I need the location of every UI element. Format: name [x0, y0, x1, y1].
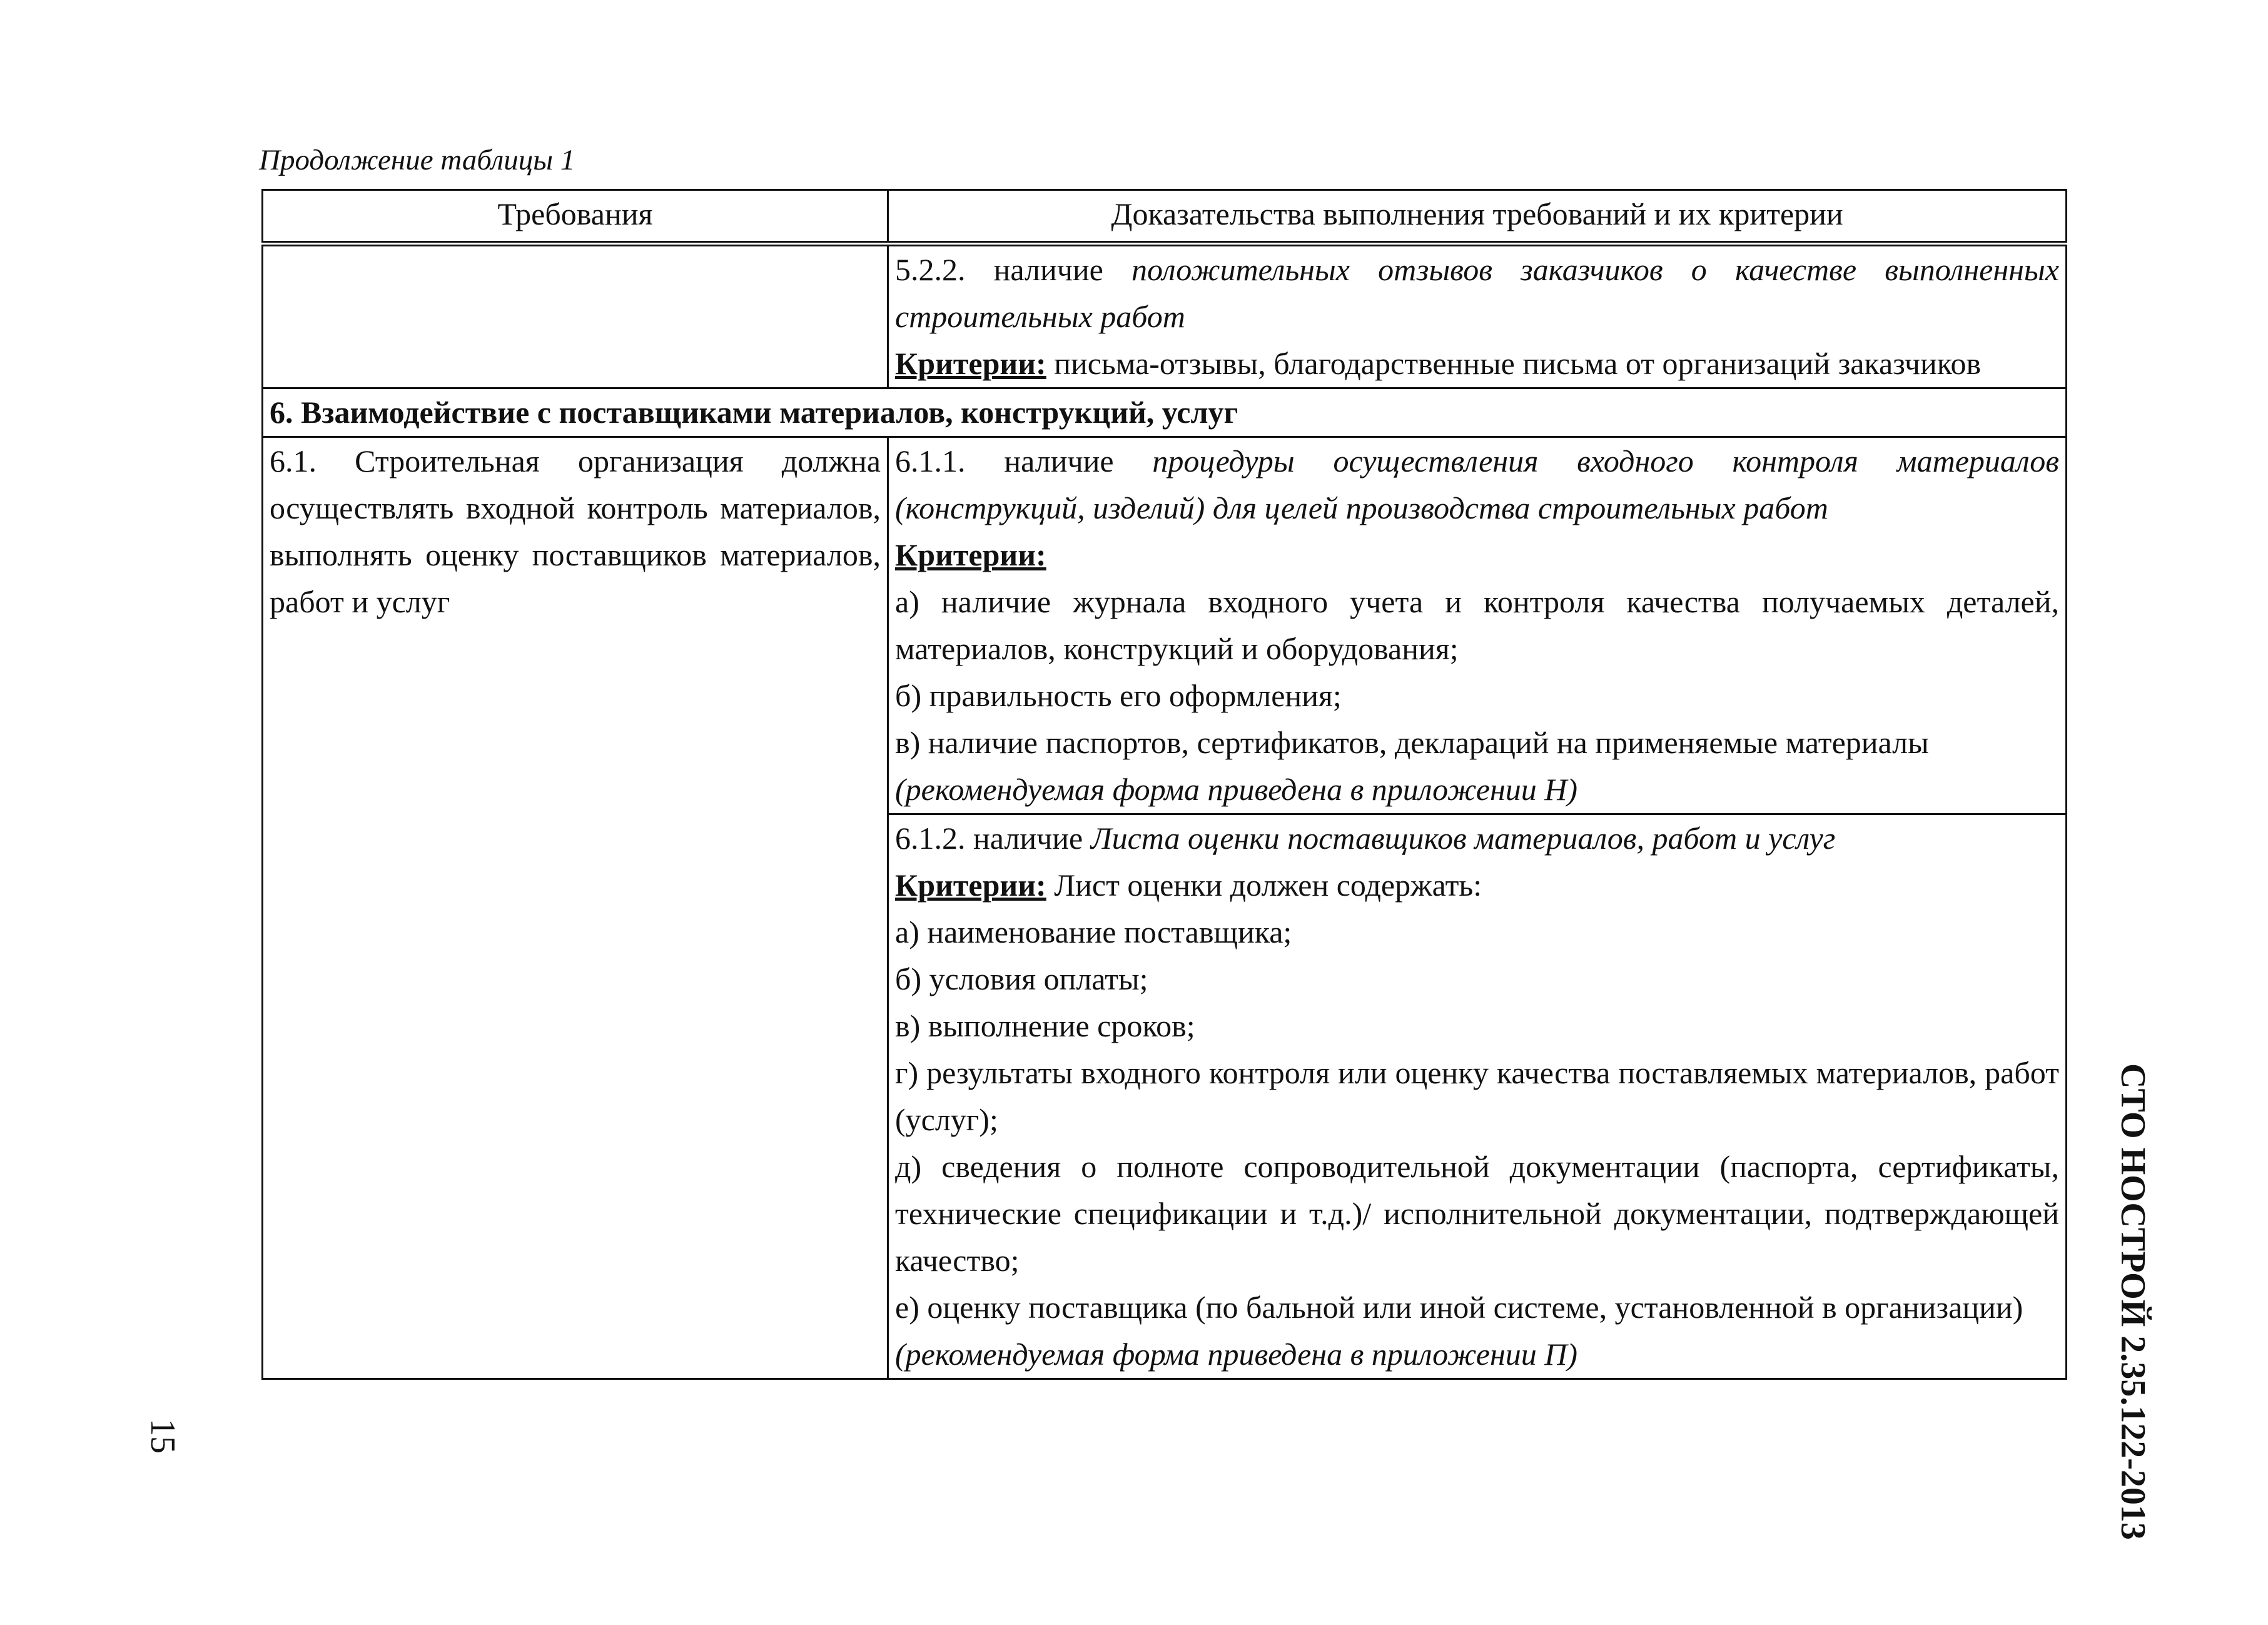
list-item: е) оценку поставщика (по бальной или иной системе, установленной в организации) — [895, 1290, 2023, 1325]
evidence-612-note: (рекомендуемая форма приведена в приложении П) — [895, 1337, 1578, 1372]
evidence-611-note: (рекомендуемая форма приведена в приложении Н) — [895, 772, 1578, 807]
evidence-612-title — [895, 815, 2059, 862]
list-item: а) наименование поставщика; — [895, 914, 1292, 949]
requirement-6-1: 6.1. Строительная организация должна осуществлять входной контроль материалов, выполнять оценку поставщиков материалов, работ и услуг — [263, 437, 888, 1379]
list-item: в) выполнение сроков; — [895, 1008, 1195, 1043]
evidence-611-prefix: 6.1.1. наличие — [895, 443, 1153, 478]
evidence-522-title — [895, 246, 2059, 340]
cell-empty-requirement — [263, 244, 888, 388]
evidence-612-criteria — [895, 862, 2059, 909]
evidence-612-prefix: 6.1.2. наличие — [895, 821, 1091, 856]
list-item: б) правильность его оформления; — [895, 678, 1342, 713]
requirements-table — [261, 189, 2067, 1380]
evidence-522-criteria — [895, 340, 2059, 387]
section-row — [263, 388, 2067, 437]
table-row — [263, 437, 2067, 814]
cell-evidence-611 — [888, 437, 2067, 814]
evidence-522-prefix: 5.2.2. наличие — [895, 252, 1132, 287]
cell-evidence-612 — [888, 814, 2067, 1379]
table-row — [263, 244, 2067, 388]
list-item: а) наличие журнала входного учета и контроля качества получаемых деталей, материалов, конструкций и оборудования; — [895, 584, 2059, 666]
list-item: д) сведения о полноте сопроводительной документации (паспорта, сертификаты, технические спецификации и т.д.)/ исполнительной документации, подтверждающей качество; — [895, 1149, 2059, 1278]
header-requirements: Требования — [263, 190, 888, 244]
criteria-label: Критерии: — [895, 346, 1046, 381]
list-item: в) наличие паспортов, сертификатов, деклараций на применяемые материалы — [895, 725, 1929, 760]
evidence-612-italic: Листа оценки поставщиков материалов, работ и услуг — [1090, 821, 1836, 856]
evidence-611-title — [895, 438, 2059, 532]
standard-code: СТО НОСТРОЙ 2.35.122-2013 — [2114, 1063, 2152, 1540]
list-item: б) условия оплаты; — [895, 961, 1148, 996]
page-number: 15 — [143, 1419, 182, 1454]
section-6-title: 6. Взаимодействие с поставщиками материалов, конструкций, услуг — [263, 388, 2067, 437]
criteria-text: Лист оценки должен содержать: — [1046, 868, 1482, 903]
evidence-611-italic: процедуры осуществления входного контроля материалов (конструкций, изделий) для целей производства строительных работ — [895, 443, 2059, 525]
criteria-text: письма-отзывы, благодарственные письма от организаций заказчиков — [1046, 346, 1982, 381]
criteria-label: Критерии: — [895, 537, 1046, 572]
evidence-522-italic: положительных отзывов заказчиков о качестве выполненных строительных работ — [895, 252, 2059, 334]
cell-evidence-522 — [888, 244, 2067, 388]
header-evidence: Доказательства выполнения требований и их критерии — [888, 190, 2067, 244]
table-caption: Продолжение таблицы 1 — [259, 144, 575, 176]
table-header-row — [263, 190, 2067, 244]
criteria-label: Критерии: — [895, 868, 1046, 903]
list-item: г) результаты входного контроля или оценку качества поставляемых материалов, работ (услуг); — [895, 1055, 2059, 1137]
